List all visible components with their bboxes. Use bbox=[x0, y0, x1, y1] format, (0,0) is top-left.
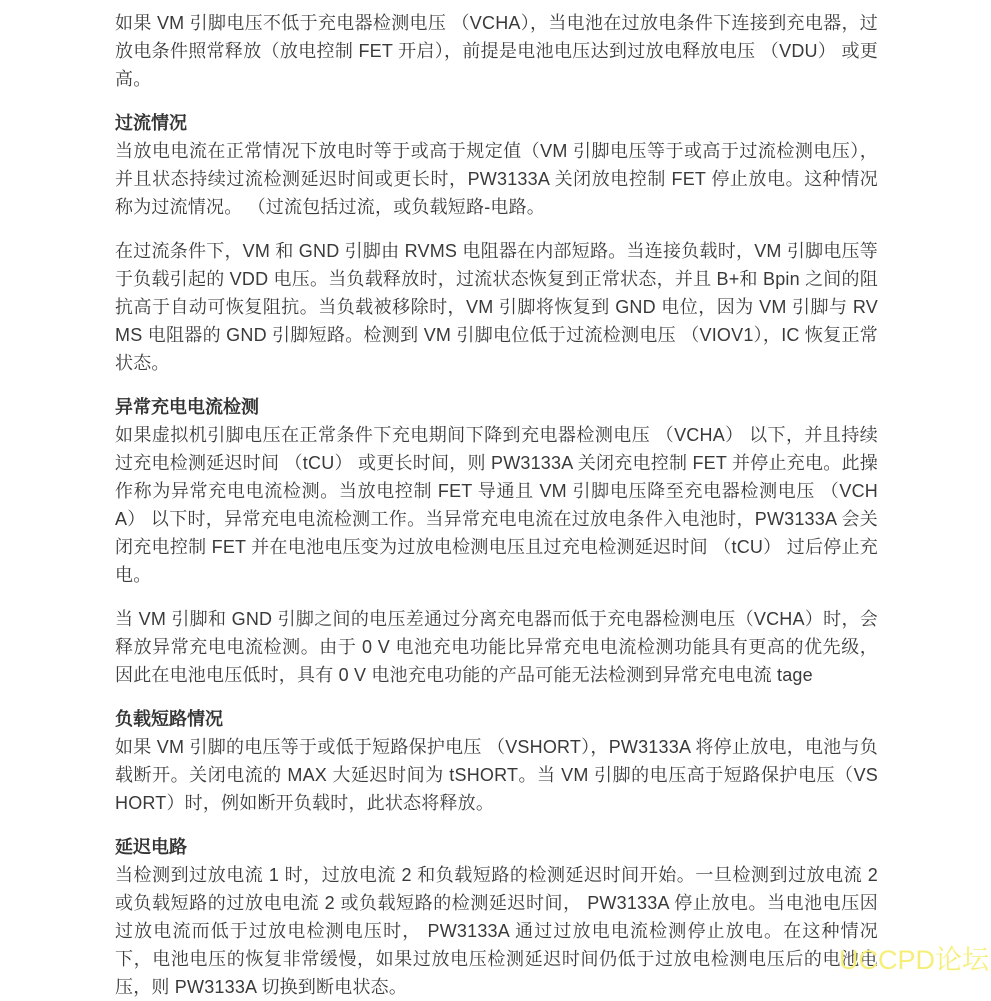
section-heading: 异常充电电流检测 bbox=[115, 397, 259, 417]
paragraph-text: 在过流条件下，VM 和 GND 引脚由 RVMS 电阻器在内部短路。当连接负载时，VM 引脚电压等于负载引起的 VDD 电压。当负载释放时，过流状态恢复到正常状态，并且 B+和 Bpin 之间的阻抗高于自动可恢复阻抗。当负载被移除时，VM 引脚将恢复到 GND 电位，因为 VM 引脚与 RVMS 电阻器的 GND 引脚短路。检测到 VM 引脚电位低于过流检测电压 （VIOV1），IC 恢复正常状态。 bbox=[115, 241, 878, 373]
section-delay-circuit bbox=[115, 833, 878, 1001]
document-content bbox=[115, 9, 878, 1001]
paragraph-text: 当检测到过放电流 1 时，过放电流 2 和负载短路的检测延迟时间开始。一旦检测到过放电流 2 或负载短路的过放电电流 2 或负载短路的检测延迟时间， PW3133A 停止放电。当电池电压因过放电流而低于过放电检测电压时， PW3133A 通过过放电电流检测停止放电。在这种情况下，电池电压的恢复非常缓慢，如果过放电压检测延迟时间仍低于过放电检测电压后的电池电压，则 PW3133A 切换到断电状态。 bbox=[115, 865, 878, 997]
paragraph-text: 如果 VM 引脚的电压等于或低于短路保护电压 （VSHORT），PW3133A 将停止放电，电池与负载断开。关闭电流的 MAX 大延迟时间为 tSHORT。当 VM 引脚的电压高于短路保护电压（VSHORT）时，例如断开负载时，此状态将释放。 bbox=[115, 737, 878, 813]
paragraph-text: 当放电电流在正常情况下放电时等于或高于规定值（VM 引脚电压等于或高于过流检测电压），并且状态持续过流检测延迟时间或更长时，PW3133A 关闭放电控制 FET 停止放电。这种情况称为过流情况。 （过流包括过流，或负载短路-电路。 bbox=[115, 141, 878, 217]
watermark: UCCPD论坛 bbox=[838, 945, 989, 975]
section-abnormal-charge-detection bbox=[115, 393, 878, 589]
paragraph-text: 如果 VM 引脚电压不低于充电器检测电压 （VCHA），当电池在过放电条件下连接到充电器，过放电条件照常释放（放电控制 FET 开启），前提是电池电压达到过放电释放电压 （VDU） 或更高。 bbox=[115, 13, 878, 89]
paragraph-block bbox=[115, 9, 878, 93]
paragraph-text: 如果虚拟机引脚电压在正常条件下充电期间下降到充电器检测电压 （VCHA） 以下，并且持续过充电检测延迟时间 （tCU） 或更长时间，则 PW3133A 关闭充电控制 FET 并停止充电。此操作称为异常充电电流检测。当放电控制 FET 导通且 VM 引脚电压降至充电器检测电压 （VCHA） 以下时，异常充电电流检测工作。当异常充电电流在过放电条件入电池时，PW3133A 会关闭充电控制 FET 并在电池电压变为过放电检测电压且过充电检测延迟时间 （tCU） 过后停止充电。 bbox=[115, 425, 878, 585]
section-overcurrent bbox=[115, 109, 878, 221]
section-heading: 负载短路情况 bbox=[115, 709, 223, 729]
section-load-short-circuit bbox=[115, 705, 878, 817]
section-heading: 延迟电路 bbox=[115, 837, 187, 857]
section-heading: 过流情况 bbox=[115, 113, 187, 133]
paragraph-block bbox=[115, 237, 878, 377]
paragraph-text: 当 VM 引脚和 GND 引脚之间的电压差通过分离充电器而低于充电器检测电压（VCHA）时，会释放异常充电电流检测。由于 0 V 电池充电功能比异常充电电流检测功能具有更高的优先级，因此在电池电压低时，具有 0 V 电池充电功能的产品可能无法检测到异常充电电流 tage bbox=[115, 609, 878, 685]
paragraph-block bbox=[115, 605, 878, 689]
